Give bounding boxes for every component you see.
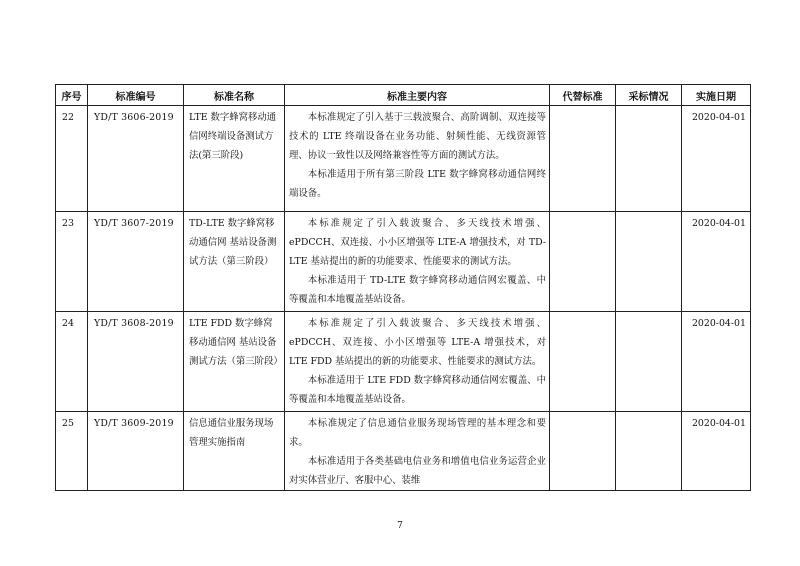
table-row xyxy=(56,312,751,412)
header-name: 标准名称 xyxy=(184,85,285,106)
row-code: YD/T 3609-2019 xyxy=(94,418,174,429)
header-content: 标准主要内容 xyxy=(285,85,550,106)
row-date: 2020-04-01 xyxy=(691,318,746,329)
row-seq: 23 xyxy=(62,218,74,229)
row-name: TD-LTE 数字蜂窝移动通信网 基站设备测试方法（第三阶段） xyxy=(189,218,277,267)
row-date: 2020-04-01 xyxy=(691,218,746,229)
row-adoption xyxy=(616,212,681,214)
row-name: LTE 数字蜂窝移动通信网终端设备测试方法(第三阶段) xyxy=(189,112,277,161)
row-content-scope: 本标准规定了引入载波聚合、多天线技术增强、ePDCCH、双连接、小小区增强等 LTE-A 增强技术，对 LTE FDD 基站提出的新的功能要求、性能要求的测试方法。 xyxy=(289,318,546,367)
row-date: 2020-04-01 xyxy=(691,418,746,429)
table-row xyxy=(56,212,751,312)
row-name: LTE FDD 数字蜂窝移动通信网 基站设备测试方法（第三阶段） xyxy=(189,318,283,367)
table-row xyxy=(56,412,751,491)
row-code: YD/T 3606-2019 xyxy=(94,112,174,123)
row-adoption xyxy=(616,412,681,414)
row-replaces xyxy=(550,106,615,108)
row-content-scope: 本标准规定了引入基于三载波聚合、高阶调制、双连接等技术的 LTE 终端设备在业务功能、射频性能、无线资源管理、协议一致性以及网络兼容性等方面的测试方法。 xyxy=(289,112,546,161)
page-number: 7 xyxy=(397,521,403,531)
header-replaces: 代替标准 xyxy=(550,85,616,106)
row-seq: 24 xyxy=(62,318,74,329)
row-adoption xyxy=(616,106,681,108)
row-adoption xyxy=(616,312,681,314)
row-code: YD/T 3608-2019 xyxy=(94,318,174,329)
header-date: 实施日期 xyxy=(682,85,751,106)
row-replaces xyxy=(550,212,615,214)
row-content-applicability: 本标准适用于所有第三阶段 LTE 数字蜂窝移动通信网终端设备。 xyxy=(289,169,546,199)
row-replaces xyxy=(550,312,615,314)
row-date: 2020-04-01 xyxy=(691,112,746,123)
row-content-applicability: 本标准适用于 TD-LTE 数字蜂窝移动通信网宏覆盖、中等覆盖和本地覆盖基站设备。 xyxy=(289,275,546,305)
row-name: 信息通信业服务现场管理实施指南 xyxy=(189,418,274,448)
row-content-scope: 本标准规定了引入载波聚合、多天线技术增强、ePDCCH、双连接、小小区增强等 LTE-A 增强技术，对 TD-LTE 基站提出的新的功能要求、性能要求的测试方法。 xyxy=(289,218,546,267)
row-content-applicability: 本标准适用于 LTE FDD 数字蜂窝移动通信网宏覆盖、中等覆盖和本地覆盖基站设备。 xyxy=(289,375,546,405)
row-content-applicability: 本标准适用于各类基础电信业务和增值电信业务运营企业对实体营业厅、客服中心、装维 xyxy=(289,456,546,486)
table-header-row xyxy=(56,85,751,106)
row-content-scope: 本标准规定了信息通信业服务现场管理的基本理念和要求。 xyxy=(289,418,546,448)
header-seq: 序号 xyxy=(56,85,88,106)
row-replaces xyxy=(550,412,615,414)
row-seq: 25 xyxy=(62,418,74,429)
standards-table xyxy=(55,84,751,491)
table-row xyxy=(56,106,751,212)
row-code: YD/T 3607-2019 xyxy=(94,218,174,229)
header-adoption: 采标情况 xyxy=(616,85,682,106)
row-seq: 22 xyxy=(62,112,74,123)
header-code: 标准编号 xyxy=(88,85,184,106)
